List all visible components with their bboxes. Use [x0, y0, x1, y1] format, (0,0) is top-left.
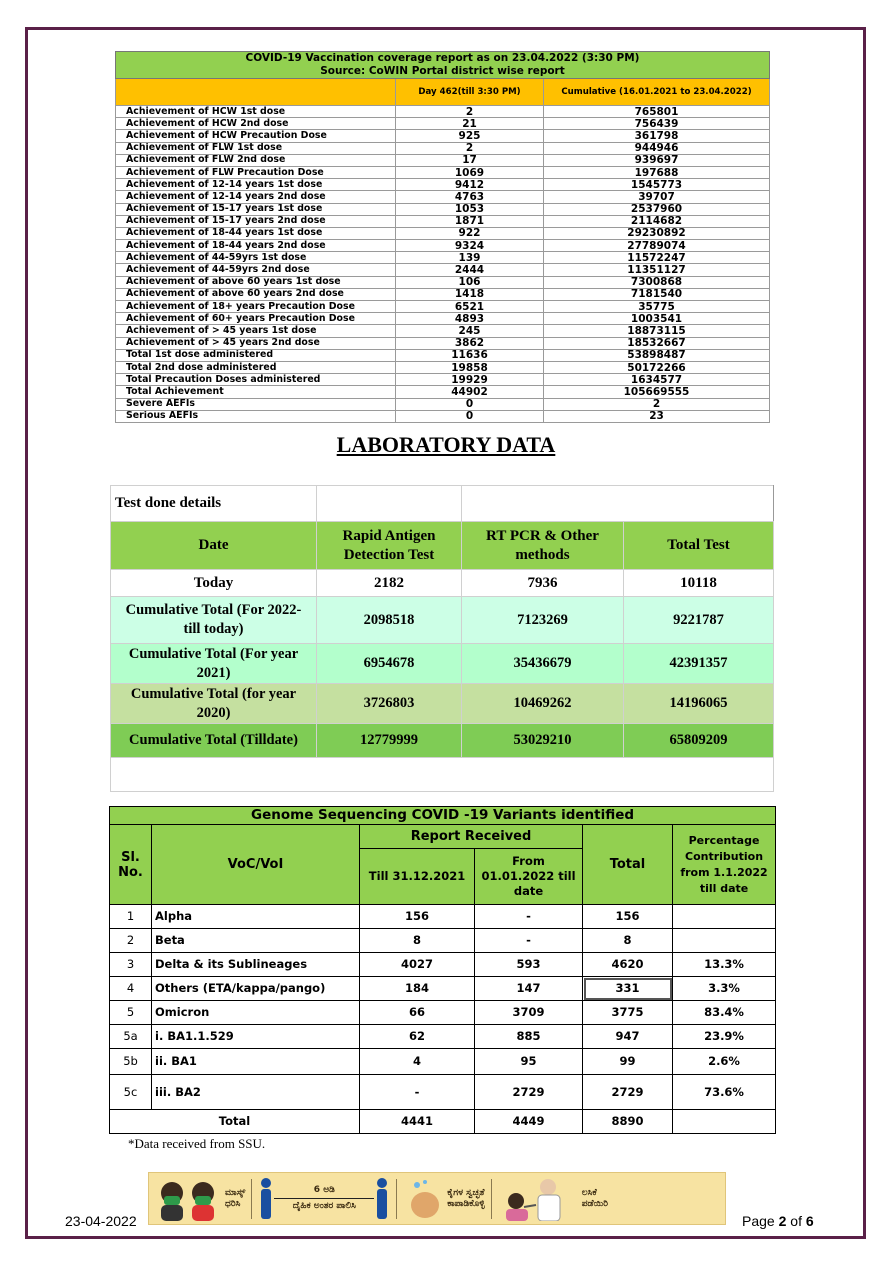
- vaccination-row: [116, 361, 770, 373]
- vaccination-cumulative-value: 361798: [544, 130, 770, 142]
- vaccination-day-value: 245: [396, 325, 544, 337]
- vaccination-day-value: 1418: [396, 288, 544, 300]
- genome-footnote: *Data received from SSU.: [128, 1136, 266, 1151]
- vaccination-label: Achievement of above 60 years 1st dose: [116, 276, 396, 288]
- lab-header-rapid: Rapid Antigen Detection Test: [317, 522, 462, 570]
- genome-header-total: Total: [583, 825, 673, 905]
- vaccination-cumulative-value: 939697: [544, 154, 770, 166]
- vaccination-day-value: 19929: [396, 374, 544, 386]
- genome-from: -: [475, 905, 583, 929]
- genome-variant-name: Delta & its Sublineages: [152, 953, 360, 977]
- vaccination-cumulative-value: 18873115: [544, 325, 770, 337]
- vaccination-row: [116, 203, 770, 215]
- genome-total: 99: [583, 1049, 673, 1075]
- vaccination-day-value: 9412: [396, 179, 544, 191]
- vaccination-row: [116, 191, 770, 203]
- lab-cell-rtpcr: 10469262: [462, 684, 624, 724]
- genome-sl: 5a: [110, 1025, 152, 1049]
- distance-arrow: [274, 1198, 374, 1199]
- vaccination-day-value: 1069: [396, 166, 544, 178]
- vaccination-cumulative-value: 756439: [544, 118, 770, 130]
- lab-cell-rapid: 2098518: [317, 597, 462, 644]
- vaccination-row: [116, 398, 770, 410]
- lab-cell-total: 14196065: [624, 684, 774, 724]
- lab-row: [111, 570, 774, 597]
- vaccination-label: Total Achievement: [116, 386, 396, 398]
- vaccination-row: [116, 301, 770, 313]
- mask-section: [149, 1173, 251, 1224]
- vaccination-label: Achievement of 18-44 years 2nd dose: [116, 240, 396, 252]
- genome-till: 62: [360, 1025, 475, 1049]
- lab-row: [111, 597, 774, 644]
- vaccination-label: Achievement of FLW Precaution Dose: [116, 166, 396, 178]
- genome-total: 2729: [583, 1075, 673, 1110]
- person-icon: [374, 1177, 390, 1221]
- genome-from: 3709: [475, 1001, 583, 1025]
- vaccination-label: Achievement of HCW 1st dose: [116, 106, 396, 118]
- vaccination-label: Achievement of 15-17 years 1st dose: [116, 203, 396, 215]
- lab-cell-date: Today: [111, 570, 317, 597]
- vaccination-day-value: 925: [396, 130, 544, 142]
- genome-row: [110, 977, 776, 1001]
- vaccine-text: ಲಸಿಕೆ ಪಡೆಯಿರಿ: [581, 1187, 609, 1209]
- vaccination-row: [116, 325, 770, 337]
- vaccination-day-value: 4763: [396, 191, 544, 203]
- page-number: Page 2 of 6: [742, 1213, 814, 1229]
- vaccination-icon: [498, 1177, 568, 1221]
- vaccination-day-value: 4893: [396, 313, 544, 325]
- vaccination-table: [115, 51, 770, 423]
- genome-variant-name: i. BA1.1.529: [152, 1025, 360, 1049]
- genome-till: 66: [360, 1001, 475, 1025]
- vaccination-label: Serious AEFIs: [116, 410, 396, 422]
- vaccination-day-value: 19858: [396, 361, 544, 373]
- vaccination-label: Achievement of 44-59yrs 2nd dose: [116, 264, 396, 276]
- vaccination-cumulative-value: 35775: [544, 301, 770, 313]
- vaccination-day-value: 0: [396, 410, 544, 422]
- vaccination-day-value: 6521: [396, 301, 544, 313]
- mask-text: ಮಾಸ್ಕ್ ಧರಿಸಿ: [225, 1187, 246, 1209]
- lab-header-date: Date: [111, 522, 317, 570]
- vaccination-label: Achievement of 44-59yrs 1st dose: [116, 252, 396, 264]
- lab-cell-total: 65809209: [624, 724, 774, 758]
- genome-variant-name: Beta: [152, 929, 360, 953]
- genome-total-total: 8890: [583, 1110, 673, 1134]
- lab-row: [111, 724, 774, 758]
- genome-title: Genome Sequencing COVID -19 Variants identified: [110, 807, 776, 825]
- vaccination-cumulative-value: 39707: [544, 191, 770, 203]
- genome-percentage: 73.6%: [673, 1075, 776, 1110]
- vaccination-cumulative-value: 7300868: [544, 276, 770, 288]
- genome-row: [110, 1075, 776, 1110]
- vaccination-day-value: 1053: [396, 203, 544, 215]
- vaccination-cumulative-value: 23: [544, 410, 770, 422]
- test-done-details-label: Test done details: [111, 486, 317, 522]
- vaccination-cumulative-value: 29230892: [544, 227, 770, 239]
- distance-value: 6 ಅಡಿ: [313, 1185, 335, 1195]
- vaccination-row: [116, 118, 770, 130]
- genome-from: 95: [475, 1049, 583, 1075]
- hand-wash-text: ಕೈಗಳ ಸ್ವಚ್ಛತೆ ಕಾಪಾಡಿಕೊಳ್ಳಿ: [447, 1187, 485, 1209]
- vaccination-row: [116, 288, 770, 300]
- vaccination-label: Severe AEFIs: [116, 398, 396, 410]
- vaccination-row: [116, 215, 770, 227]
- genome-header-report-received: Report Received: [360, 825, 583, 849]
- vaccination-label: Achievement of above 60 years 2nd dose: [116, 288, 396, 300]
- lab-cell-rtpcr: 53029210: [462, 724, 624, 758]
- genome-till: -: [360, 1075, 475, 1110]
- genome-total: 156: [583, 905, 673, 929]
- vaccination-label: Achievement of HCW 2nd dose: [116, 118, 396, 130]
- report-date: 23-04-2022: [65, 1213, 137, 1229]
- genome-total-pct: [673, 1110, 776, 1134]
- lab-row: [111, 684, 774, 724]
- vaccination-row: [116, 130, 770, 142]
- vaccination-row: [116, 179, 770, 191]
- vaccination-day-value: 21: [396, 118, 544, 130]
- vaccination-label: Total 1st dose administered: [116, 349, 396, 361]
- vaccination-day-value: 1871: [396, 215, 544, 227]
- vaccination-label: Achievement of HCW Precaution Dose: [116, 130, 396, 142]
- vaccination-label: Achievement of 15-17 years 2nd dose: [116, 215, 396, 227]
- vaccination-label: Total Precaution Doses administered: [116, 374, 396, 386]
- lab-cell-rtpcr: 7936: [462, 570, 624, 597]
- vaccination-row: [116, 240, 770, 252]
- genome-row: [110, 905, 776, 929]
- vaccination-day-value: 139: [396, 252, 544, 264]
- vaccination-row: [116, 154, 770, 166]
- genome-till: 156: [360, 905, 475, 929]
- genome-from: 885: [475, 1025, 583, 1049]
- genome-total: 8: [583, 929, 673, 953]
- lab-cell-total: 10118: [624, 570, 774, 597]
- person-icon: [258, 1177, 274, 1221]
- vaccination-label: Total 2nd dose administered: [116, 361, 396, 373]
- covid-appropriate-behaviour-banner: [148, 1172, 726, 1225]
- genome-from: -: [475, 929, 583, 953]
- vaccination-row: [116, 313, 770, 325]
- genome-header-from: From 01.01.2022 till date: [475, 849, 583, 905]
- vaccination-cumulative-value: 53898487: [544, 349, 770, 361]
- vaccination-row: [116, 227, 770, 239]
- lab-cell-rtpcr: 7123269: [462, 597, 624, 644]
- genome-percentage: 23.9%: [673, 1025, 776, 1049]
- distance-section: [252, 1173, 396, 1224]
- vaccination-row: [116, 142, 770, 154]
- genome-total-label: Total: [110, 1110, 360, 1134]
- genome-row: [110, 1049, 776, 1075]
- hand-wash-section: [397, 1173, 490, 1224]
- vaccination-label: Achievement of FLW 2nd dose: [116, 154, 396, 166]
- vaccination-header-day: Day 462(till 3:30 PM): [396, 79, 544, 106]
- genome-total: 4620: [583, 953, 673, 977]
- hand-wash-icon: [403, 1177, 447, 1221]
- vaccination-cumulative-value: 11572247: [544, 252, 770, 264]
- genome-from: 2729: [475, 1075, 583, 1110]
- lab-header-rtpcr: RT PCR & Other methods: [462, 522, 624, 570]
- genome-sl: 5: [110, 1001, 152, 1025]
- genome-percentage: 3.3%: [673, 977, 776, 1001]
- genome-header-percentage: Percentage Contribution from 1.1.2022 till date: [673, 825, 776, 905]
- genome-header-voc: VoC/VoI: [152, 825, 360, 905]
- vaccination-day-value: 0: [396, 398, 544, 410]
- genome-row: [110, 1025, 776, 1049]
- vaccination-cumulative-value: 27789074: [544, 240, 770, 252]
- vaccination-label: Achievement of 12-14 years 2nd dose: [116, 191, 396, 203]
- vaccination-cumulative-value: 2537960: [544, 203, 770, 215]
- vaccination-cumulative-value: 2: [544, 398, 770, 410]
- genome-row: [110, 1001, 776, 1025]
- vaccination-cumulative-value: 197688: [544, 166, 770, 178]
- lab-cell-date: Cumulative Total (For 2022- till today): [111, 597, 317, 644]
- vaccination-label: Achievement of 60+ years Precaution Dose: [116, 313, 396, 325]
- genome-till: 184: [360, 977, 475, 1001]
- vaccination-cumulative-value: 1003541: [544, 313, 770, 325]
- vaccination-title: COVID-19 Vaccination coverage report as on 23.04.2022 (3:30 PM) Source: CoWIN Portal district wise report: [116, 52, 770, 79]
- mask-icon: [155, 1177, 225, 1221]
- genome-row: [110, 953, 776, 977]
- genome-till: 4: [360, 1049, 475, 1075]
- vaccination-cumulative-value: 50172266: [544, 361, 770, 373]
- lab-cell-rapid: 3726803: [317, 684, 462, 724]
- vaccination-label: Achievement of 18+ years Precaution Dose: [116, 301, 396, 313]
- lab-cell-date: Cumulative Total (For year 2021): [111, 644, 317, 684]
- lab-cell-rapid: 2182: [317, 570, 462, 597]
- lab-row: [111, 644, 774, 684]
- vaccination-cumulative-value: 11351127: [544, 264, 770, 276]
- genome-variant-name: Others (ETA/kappa/pango): [152, 977, 360, 1001]
- vaccination-cumulative-value: 1545773: [544, 179, 770, 191]
- vaccination-label: Achievement of > 45 years 2nd dose: [116, 337, 396, 349]
- vaccination-row: [116, 374, 770, 386]
- lab-cell-total: 9221787: [624, 597, 774, 644]
- genome-percentage: [673, 905, 776, 929]
- genome-variant-name: Omicron: [152, 1001, 360, 1025]
- vaccination-day-value: 2444: [396, 264, 544, 276]
- vaccination-row: [116, 337, 770, 349]
- vaccination-row: [116, 410, 770, 422]
- vaccination-day-value: 922: [396, 227, 544, 239]
- vaccination-row: [116, 276, 770, 288]
- genome-table: [109, 806, 776, 1134]
- vaccination-row: [116, 264, 770, 276]
- genome-percentage: 2.6%: [673, 1049, 776, 1075]
- vaccination-row: [116, 386, 770, 398]
- lab-cell-rapid: 6954678: [317, 644, 462, 684]
- genome-header-sl: Sl. No.: [110, 825, 152, 905]
- vaccination-label: Achievement of 18-44 years 1st dose: [116, 227, 396, 239]
- vaccination-row: [116, 106, 770, 118]
- lab-cell-total: 42391357: [624, 644, 774, 684]
- laboratory-table: [110, 485, 774, 792]
- genome-row: [110, 929, 776, 953]
- vaccination-cumulative-value: 1634577: [544, 374, 770, 386]
- vaccination-day-value: 3862: [396, 337, 544, 349]
- genome-sl: 5b: [110, 1049, 152, 1075]
- vaccination-row: [116, 252, 770, 264]
- vaccination-cumulative-value: 105669555: [544, 386, 770, 398]
- lab-cell-rapid: 12779999: [317, 724, 462, 758]
- vaccination-day-value: 9324: [396, 240, 544, 252]
- vaccination-header-blank: [116, 79, 396, 106]
- laboratory-title: LABORATORY DATA: [336, 432, 556, 457]
- vaccination-day-value: 44902: [396, 386, 544, 398]
- genome-variant-name: iii. BA2: [152, 1075, 360, 1110]
- genome-variant-name: ii. BA1: [152, 1049, 360, 1075]
- genome-from: 593: [475, 953, 583, 977]
- vaccine-section: [492, 1173, 614, 1224]
- genome-total: 3775: [583, 1001, 673, 1025]
- vaccination-label: Achievement of > 45 years 1st dose: [116, 325, 396, 337]
- genome-till: 8: [360, 929, 475, 953]
- genome-sl: 5c: [110, 1075, 152, 1110]
- vaccination-cumulative-value: 944946: [544, 142, 770, 154]
- vaccination-cumulative-value: 7181540: [544, 288, 770, 300]
- vaccination-label: Achievement of FLW 1st dose: [116, 142, 396, 154]
- vaccination-day-value: 17: [396, 154, 544, 166]
- genome-variant-name: Alpha: [152, 905, 360, 929]
- vaccination-cumulative-value: 2114682: [544, 215, 770, 227]
- genome-total: 947: [583, 1025, 673, 1049]
- lab-header-total: Total Test: [624, 522, 774, 570]
- genome-percentage: 13.3%: [673, 953, 776, 977]
- genome-total-from: 4449: [475, 1110, 583, 1134]
- vaccination-cumulative-value: 18532667: [544, 337, 770, 349]
- genome-from: 147: [475, 977, 583, 1001]
- genome-percentage: [673, 929, 776, 953]
- vaccination-label: Achievement of 12-14 years 1st dose: [116, 179, 396, 191]
- genome-sl: 4: [110, 977, 152, 1001]
- vaccination-day-value: 106: [396, 276, 544, 288]
- vaccination-row: [116, 349, 770, 361]
- genome-total: 331: [583, 977, 673, 1001]
- distance-text: ದೈಹಿಕ ಅಂತರ ಪಾಲಿಸಿ: [292, 1201, 356, 1211]
- lab-cell-date: Cumulative Total (for year 2020): [111, 684, 317, 724]
- vaccination-day-value: 11636: [396, 349, 544, 361]
- vaccination-day-value: 2: [396, 106, 544, 118]
- genome-sl: 1: [110, 905, 152, 929]
- genome-till: 4027: [360, 953, 475, 977]
- genome-header-till: Till 31.12.2021: [360, 849, 475, 905]
- genome-percentage: 83.4%: [673, 1001, 776, 1025]
- lab-cell-rtpcr: 35436679: [462, 644, 624, 684]
- genome-sl: 2: [110, 929, 152, 953]
- lab-cell-date: Cumulative Total (Tilldate): [111, 724, 317, 758]
- vaccination-header-cumulative: Cumulative (16.01.2021 to 23.04.2022): [544, 79, 770, 106]
- genome-total-till: 4441: [360, 1110, 475, 1134]
- genome-sl: 3: [110, 953, 152, 977]
- vaccination-row: [116, 166, 770, 178]
- vaccination-cumulative-value: 765801: [544, 106, 770, 118]
- vaccination-day-value: 2: [396, 142, 544, 154]
